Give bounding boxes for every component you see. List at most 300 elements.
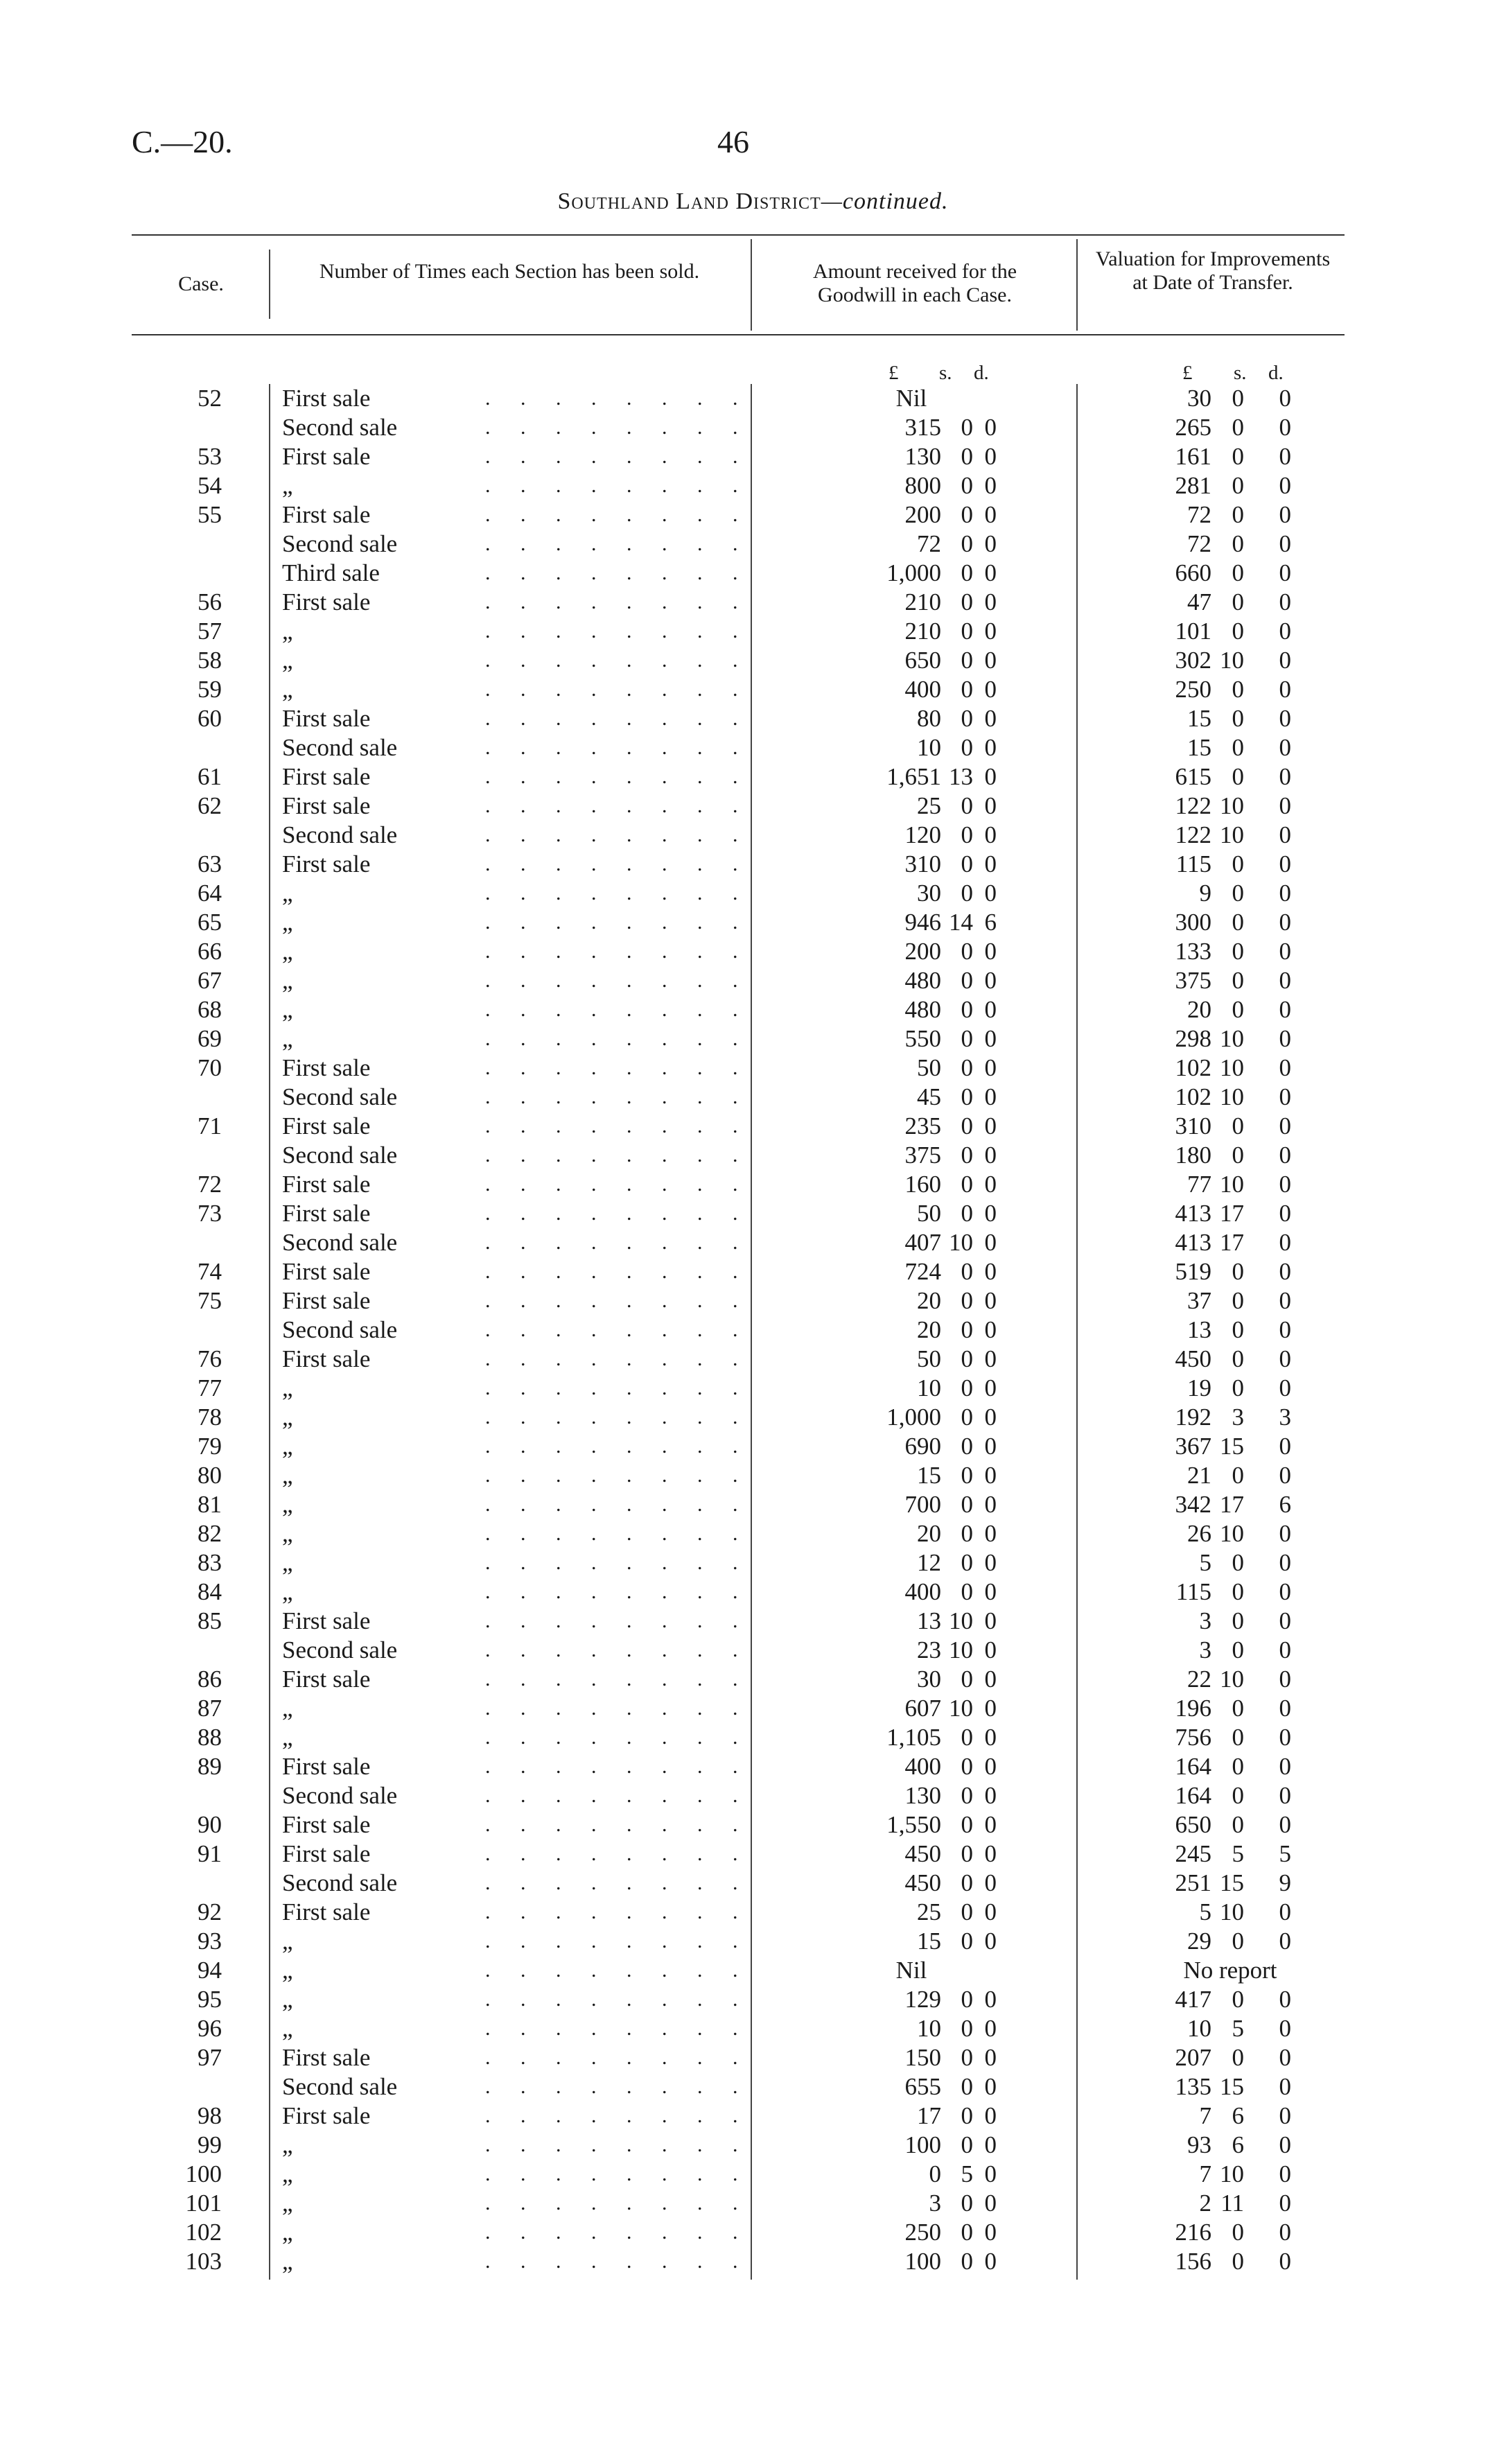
valuation-pounds: 115 bbox=[1175, 850, 1211, 877]
valuation-shillings: 0 bbox=[1232, 530, 1244, 557]
valuation-shillings: 0 bbox=[1232, 909, 1244, 936]
case-number: 84 bbox=[198, 1578, 222, 1605]
amount-pence: 0 bbox=[984, 1316, 997, 1343]
amount-pounds: 315 bbox=[904, 414, 941, 441]
valuation-pounds: 5 bbox=[1199, 1898, 1211, 1925]
leader-dots: . . . . . . . . bbox=[485, 736, 751, 759]
amount-shillings: 0 bbox=[961, 472, 973, 499]
table-row bbox=[0, 588, 1506, 617]
amount-pence: 0 bbox=[984, 2044, 997, 2071]
valuation-pounds: 413 bbox=[1175, 1200, 1211, 1227]
valuation-shillings: 3 bbox=[1232, 1404, 1244, 1431]
amount-shillings: 14 bbox=[949, 909, 973, 936]
amount-pounds: 1,105 bbox=[886, 1724, 941, 1751]
amount-shillings: 0 bbox=[961, 618, 973, 645]
table-row bbox=[0, 1956, 1506, 1985]
table-row bbox=[0, 1810, 1506, 1840]
valuation-pounds: 72 bbox=[1187, 501, 1211, 528]
amount-shillings: 0 bbox=[961, 1520, 973, 1547]
amount-shillings: 0 bbox=[961, 2219, 973, 2246]
valuation-shillings: 0 bbox=[1232, 1753, 1244, 1780]
valuation-shillings: 0 bbox=[1232, 996, 1244, 1023]
table-row bbox=[0, 733, 1506, 762]
amount-pounds: 10 bbox=[917, 2015, 941, 2042]
valuation-shillings: 0 bbox=[1232, 501, 1244, 528]
valuation-shillings: 0 bbox=[1232, 588, 1244, 615]
sale-label: Second sale bbox=[282, 1316, 398, 1343]
page-title bbox=[0, 189, 1506, 215]
sale-label: Third sale bbox=[282, 559, 380, 586]
leader-dots: . . . . . . . . bbox=[485, 1202, 751, 1225]
table-row bbox=[0, 2131, 1506, 2160]
amount-pounds: 1,000 bbox=[886, 1404, 941, 1431]
case-number: 77 bbox=[198, 1374, 222, 1401]
case-number: 78 bbox=[198, 1404, 222, 1431]
leader-dots: . . . . . . . . bbox=[485, 1289, 751, 1312]
table-row bbox=[0, 2043, 1506, 2072]
sale-label: First sale bbox=[282, 1287, 371, 1314]
valuation-shillings: 10 bbox=[1220, 1171, 1244, 1198]
valuation-pounds: 3 bbox=[1199, 1607, 1211, 1634]
leader-dots: . . . . . . . . bbox=[485, 1901, 751, 1923]
document-reference: C.—20. bbox=[132, 124, 233, 159]
amount-pence: 0 bbox=[984, 1724, 997, 1751]
valuation-shillings: 10 bbox=[1220, 792, 1244, 819]
valuation-pounds: 650 bbox=[1175, 1811, 1211, 1838]
valuation-shillings: 0 bbox=[1232, 1142, 1244, 1169]
valuation-pence: 0 bbox=[1279, 1636, 1291, 1663]
leader-dots: . . . . . . . . bbox=[485, 474, 751, 497]
valuation-pounds: 102 bbox=[1175, 1083, 1211, 1110]
amount-pence: 0 bbox=[984, 2160, 997, 2187]
table-row bbox=[0, 2218, 1506, 2247]
amount-pence: 0 bbox=[984, 1462, 997, 1489]
leader-dots: . . . . . . . . bbox=[485, 2046, 751, 2069]
sale-label: „ bbox=[282, 1928, 293, 1955]
valuation-pounds: 519 bbox=[1175, 1258, 1211, 1285]
leader-dots: . . . . . . . . bbox=[485, 561, 751, 584]
amount-pounds: 100 bbox=[904, 2131, 941, 2158]
amount-shillings: 0 bbox=[961, 996, 973, 1023]
amount-pounds: 0 bbox=[929, 2160, 941, 2187]
sale-label: „ bbox=[282, 1520, 293, 1547]
amount-pounds: 800 bbox=[904, 472, 941, 499]
amount-shillings: 0 bbox=[961, 705, 973, 732]
valuation-shillings: 0 bbox=[1232, 1462, 1244, 1489]
sale-label: „ bbox=[282, 1695, 293, 1722]
amount-shillings: 0 bbox=[961, 1025, 973, 1052]
leader-dots: . . . . . . . . bbox=[485, 591, 751, 613]
table-row bbox=[0, 908, 1506, 937]
leader-dots: . . . . . . . . bbox=[485, 2133, 751, 2156]
amount-pence: 0 bbox=[984, 588, 997, 615]
valuation-shillings: 10 bbox=[1220, 1898, 1244, 1925]
sale-label: „ bbox=[282, 1433, 293, 1460]
amount-shillings: 10 bbox=[949, 1695, 973, 1722]
amount-pence: 0 bbox=[984, 676, 997, 703]
leader-dots: . . . . . . . . bbox=[485, 1260, 751, 1283]
case-number: 86 bbox=[198, 1666, 222, 1693]
amount-shillings: 0 bbox=[961, 792, 973, 819]
valuation-pence: 0 bbox=[1279, 530, 1291, 557]
table-row bbox=[0, 2160, 1506, 2189]
amount-shillings: 0 bbox=[961, 1986, 973, 2013]
case-number: 79 bbox=[198, 1433, 222, 1460]
valuation-pence: 0 bbox=[1279, 588, 1291, 615]
amount-pence: 0 bbox=[984, 1171, 997, 1198]
amount-shillings: 0 bbox=[961, 850, 973, 877]
amount-pounds: 400 bbox=[904, 676, 941, 703]
leader-dots: . . . . . . . . bbox=[485, 969, 751, 992]
case-number: 53 bbox=[198, 443, 222, 470]
table-row bbox=[0, 966, 1506, 995]
case-number: 66 bbox=[198, 938, 222, 965]
amount-shillings: 10 bbox=[949, 1636, 973, 1663]
valuation-shillings: 0 bbox=[1232, 880, 1244, 907]
amount-shillings: 0 bbox=[961, 1491, 973, 1518]
valuation-shillings: 10 bbox=[1220, 1520, 1244, 1547]
amount-pounds: 17 bbox=[917, 2102, 941, 2129]
amount-pence: 0 bbox=[984, 2131, 997, 2158]
valuation-pence: 0 bbox=[1279, 1433, 1291, 1460]
amount-pence: 0 bbox=[984, 472, 997, 499]
amount-pence: 0 bbox=[984, 1840, 997, 1867]
sale-label: „ bbox=[282, 647, 293, 674]
sale-label: „ bbox=[282, 996, 293, 1023]
amount-pounds: 450 bbox=[904, 1840, 941, 1867]
table-row bbox=[0, 1665, 1506, 1694]
valuation-shillings: 0 bbox=[1232, 1316, 1244, 1343]
amount-pounds: 655 bbox=[904, 2073, 941, 2100]
amount-shillings: 0 bbox=[961, 734, 973, 761]
valuation-pence: 0 bbox=[1279, 472, 1291, 499]
sale-label: First sale bbox=[282, 1054, 371, 1081]
amount-shillings: 0 bbox=[961, 1869, 973, 1896]
sale-label: Second sale bbox=[282, 1869, 398, 1896]
valuation-pounds: 196 bbox=[1175, 1695, 1211, 1722]
valuation-pounds: 101 bbox=[1175, 618, 1211, 645]
valuation-pounds: 417 bbox=[1175, 1986, 1211, 2013]
sale-label: First sale bbox=[282, 1607, 371, 1634]
table-row bbox=[0, 1840, 1506, 1869]
table-row bbox=[0, 1752, 1506, 1781]
case-number: 93 bbox=[198, 1928, 222, 1955]
amount-pence: 0 bbox=[984, 530, 997, 557]
amount-shillings: 0 bbox=[961, 938, 973, 965]
table-row bbox=[0, 1316, 1506, 1345]
amount-pence: 0 bbox=[984, 1345, 997, 1372]
table-row bbox=[0, 1578, 1506, 1607]
valuation-pence: 0 bbox=[1279, 1316, 1291, 1343]
amount-pounds: 25 bbox=[917, 792, 941, 819]
valuation-pounds: 37 bbox=[1187, 1287, 1211, 1314]
sale-label: First sale bbox=[282, 1258, 371, 1285]
sale-label: „ bbox=[282, 938, 293, 965]
valuation-pounds: 2 bbox=[1199, 2190, 1211, 2217]
leader-dots: . . . . . . . . bbox=[485, 1406, 751, 1428]
sale-label: First sale bbox=[282, 501, 371, 528]
amount-shillings: 0 bbox=[961, 1811, 973, 1838]
sale-label: Second sale bbox=[282, 821, 398, 848]
table-row bbox=[0, 1723, 1506, 1752]
case-number: 72 bbox=[198, 1171, 222, 1198]
valuation-shillings: 0 bbox=[1232, 1287, 1244, 1314]
valuation-pence: 0 bbox=[1279, 1898, 1291, 1925]
valuation-pounds: 216 bbox=[1175, 2219, 1211, 2246]
table-row bbox=[0, 442, 1506, 471]
leader-dots: . . . . . . . . bbox=[485, 620, 751, 643]
valuation-pounds: 192 bbox=[1175, 1404, 1211, 1431]
valuation-pence: 0 bbox=[1279, 1666, 1291, 1693]
page-number: 46 bbox=[717, 124, 749, 159]
amount-pence: 0 bbox=[984, 1491, 997, 1518]
valuation-pounds: 615 bbox=[1175, 763, 1211, 790]
leader-dots: . . . . . . . . bbox=[485, 678, 751, 701]
amount-pence: 0 bbox=[984, 1520, 997, 1547]
valuation-pence: 0 bbox=[1279, 1054, 1291, 1081]
amount-pounds: 120 bbox=[904, 821, 941, 848]
leader-dots: . . . . . . . . bbox=[485, 1231, 751, 1254]
sale-label: First sale bbox=[282, 1200, 371, 1227]
case-number: 100 bbox=[185, 2160, 222, 2187]
valuation-pounds: 9 bbox=[1199, 880, 1211, 907]
table-row bbox=[0, 1985, 1506, 2014]
amount-pounds: 130 bbox=[904, 1782, 941, 1809]
valuation-pounds: 250 bbox=[1175, 676, 1211, 703]
amount-unit-shillings: s. bbox=[939, 362, 952, 384]
sale-label: First sale bbox=[282, 1112, 371, 1139]
amount-shillings: 0 bbox=[961, 530, 973, 557]
table-row bbox=[0, 792, 1506, 821]
valuation-shillings: 0 bbox=[1232, 472, 1244, 499]
sale-label: First sale bbox=[282, 443, 371, 470]
valuation-pounds: 77 bbox=[1187, 1171, 1211, 1198]
amount-pence: 0 bbox=[984, 1025, 997, 1052]
valuation-pounds: 20 bbox=[1187, 996, 1211, 1023]
sale-label: First sale bbox=[282, 385, 371, 412]
valuation-pence: 0 bbox=[1279, 880, 1291, 907]
valuation-shillings: 0 bbox=[1232, 1928, 1244, 1955]
valuation-pence: 0 bbox=[1279, 1986, 1291, 2013]
valuation-pence: 0 bbox=[1279, 705, 1291, 732]
table-row bbox=[0, 2072, 1506, 2102]
table-row bbox=[0, 1519, 1506, 1548]
valuation-shillings: 10 bbox=[1220, 647, 1244, 674]
sale-label: „ bbox=[282, 1724, 293, 1751]
amount-pounds: 946 bbox=[904, 909, 941, 936]
amount-pounds: 13 bbox=[917, 1607, 941, 1634]
valuation-shillings: 0 bbox=[1232, 938, 1244, 965]
case-number: 88 bbox=[198, 1724, 222, 1751]
table-row bbox=[0, 995, 1506, 1024]
table-top-rule bbox=[132, 234, 1345, 236]
leader-dots: . . . . . . . . bbox=[485, 1115, 751, 1137]
amount-pence: 0 bbox=[984, 1666, 997, 1693]
table-row bbox=[0, 1170, 1506, 1199]
amount-shillings: 0 bbox=[961, 2248, 973, 2275]
leader-dots: . . . . . . . . bbox=[485, 823, 751, 846]
table-row bbox=[0, 1024, 1506, 1054]
valuation-shillings: 0 bbox=[1232, 763, 1244, 790]
amount-pounds: 130 bbox=[904, 443, 941, 470]
amount-pounds: 20 bbox=[917, 1316, 941, 1343]
amount-pence: 0 bbox=[984, 792, 997, 819]
valuation-shillings: 10 bbox=[1220, 1666, 1244, 1693]
valuation-shillings: 10 bbox=[1220, 821, 1244, 848]
valuation-shillings: 17 bbox=[1220, 1491, 1244, 1518]
sale-label: Second sale bbox=[282, 1142, 398, 1169]
case-number: 65 bbox=[198, 909, 222, 936]
sale-label: „ bbox=[282, 1986, 293, 2013]
table-row bbox=[0, 762, 1506, 792]
amount-shillings: 0 bbox=[961, 2015, 973, 2042]
table-row bbox=[0, 1432, 1506, 1461]
sale-label: „ bbox=[282, 472, 293, 499]
sale-label: First sale bbox=[282, 705, 371, 732]
leader-dots: . . . . . . . . bbox=[485, 1027, 751, 1050]
leader-dots: . . . . . . . . bbox=[485, 503, 751, 526]
sale-label: Second sale bbox=[282, 2073, 398, 2100]
amount-pounds: 450 bbox=[904, 1869, 941, 1896]
valuation-pounds: 164 bbox=[1175, 1782, 1211, 1809]
amount-shillings: 0 bbox=[961, 1083, 973, 1110]
table-row bbox=[0, 1403, 1506, 1432]
amount-pounds: 1,651 bbox=[886, 763, 941, 790]
valuation-pounds: 251 bbox=[1175, 1869, 1211, 1896]
table-header-rule bbox=[132, 334, 1345, 335]
amount-shillings: 0 bbox=[961, 1287, 973, 1314]
table-row bbox=[0, 1228, 1506, 1257]
valuation-pence: 0 bbox=[1279, 618, 1291, 645]
valuation-pounds: 450 bbox=[1175, 1345, 1211, 1372]
sale-label: Second sale bbox=[282, 414, 398, 441]
amount-pence: 0 bbox=[984, 734, 997, 761]
amount-unit-pounds: £ bbox=[888, 362, 899, 384]
table-row bbox=[0, 937, 1506, 966]
sale-label: „ bbox=[282, 909, 293, 936]
valuation-pounds: 72 bbox=[1187, 530, 1211, 557]
leader-dots: . . . . . . . . bbox=[485, 998, 751, 1021]
valuation-pence: 0 bbox=[1279, 996, 1291, 1023]
valuation-shillings: 0 bbox=[1232, 1695, 1244, 1722]
valuation-pence: 0 bbox=[1279, 2160, 1291, 2187]
sale-label: „ bbox=[282, 1549, 293, 1576]
valuation-pence: 0 bbox=[1279, 1229, 1291, 1256]
valuation-unit-pounds: £ bbox=[1182, 362, 1193, 384]
sale-label: Second sale bbox=[282, 734, 398, 761]
amount-shillings: 0 bbox=[961, 1549, 973, 1576]
amount-pence: 0 bbox=[984, 1898, 997, 1925]
leader-dots: . . . . . . . . bbox=[485, 1056, 751, 1079]
amount-pence: 0 bbox=[984, 1811, 997, 1838]
valuation-pence: 0 bbox=[1279, 2015, 1291, 2042]
amount-shillings: 0 bbox=[961, 1404, 973, 1431]
valuation-pounds: 10 bbox=[1187, 2015, 1211, 2042]
case-number: 87 bbox=[198, 1695, 222, 1722]
column-divider-amount bbox=[1076, 239, 1078, 331]
case-number: 57 bbox=[198, 618, 222, 645]
table-row bbox=[0, 384, 1506, 413]
table-row bbox=[0, 530, 1506, 559]
leader-dots: . . . . . . . . bbox=[485, 1085, 751, 1108]
valuation-shillings: 17 bbox=[1220, 1200, 1244, 1227]
column-header-case: Case. bbox=[178, 272, 224, 295]
leader-dots: . . . . . . . . bbox=[485, 1580, 751, 1603]
valuation-pounds: 375 bbox=[1175, 967, 1211, 994]
table-row bbox=[0, 500, 1506, 530]
amount-shillings: 0 bbox=[961, 1054, 973, 1081]
valuation-pence: 0 bbox=[1279, 2102, 1291, 2129]
sale-label: First sale bbox=[282, 588, 371, 615]
amount-pence: 0 bbox=[984, 2102, 997, 2129]
valuation-pounds: 298 bbox=[1175, 1025, 1211, 1052]
leader-dots: . . . . . . . . bbox=[485, 1435, 751, 1458]
valuation-shillings: 0 bbox=[1232, 1811, 1244, 1838]
sale-label: „ bbox=[282, 1404, 293, 1431]
amount-shillings: 0 bbox=[961, 2131, 973, 2158]
amount-shillings: 0 bbox=[961, 414, 973, 441]
leader-dots: . . . . . . . . bbox=[485, 532, 751, 555]
amount-pounds: 3 bbox=[929, 2190, 941, 2217]
amount-shillings: 13 bbox=[949, 763, 973, 790]
case-number: 70 bbox=[198, 1054, 222, 1081]
valuation-pounds: 660 bbox=[1175, 559, 1211, 586]
valuation-pence: 0 bbox=[1279, 1753, 1291, 1780]
amount-pence: 0 bbox=[984, 850, 997, 877]
amount-pence: 0 bbox=[984, 1753, 997, 1780]
amount-pence: 0 bbox=[984, 1142, 997, 1169]
leader-dots: . . . . . . . . bbox=[485, 2104, 751, 2127]
valuation-pounds: 756 bbox=[1175, 1724, 1211, 1751]
amount-shillings: 0 bbox=[961, 501, 973, 528]
table-row bbox=[0, 2189, 1506, 2218]
amount-pounds: 160 bbox=[904, 1171, 941, 1198]
title-main: Southland Land District bbox=[557, 189, 821, 214]
valuation-shillings: 0 bbox=[1232, 1549, 1244, 1576]
amount-pounds: 10 bbox=[917, 1374, 941, 1401]
amount-pounds: 200 bbox=[904, 501, 941, 528]
sale-label: First sale bbox=[282, 792, 371, 819]
amount-pence: 0 bbox=[984, 1200, 997, 1227]
amount-pence: 0 bbox=[984, 1404, 997, 1431]
valuation-shillings: 0 bbox=[1232, 1374, 1244, 1401]
valuation-pence: 0 bbox=[1279, 1607, 1291, 1634]
sale-label: First sale bbox=[282, 763, 371, 790]
table-row bbox=[0, 1112, 1506, 1141]
case-number: 71 bbox=[198, 1112, 222, 1139]
case-number: 101 bbox=[185, 2190, 222, 2217]
case-number: 95 bbox=[198, 1986, 222, 2013]
sale-label: „ bbox=[282, 1578, 293, 1605]
valuation-pence: 0 bbox=[1279, 1462, 1291, 1489]
valuation-shillings: 0 bbox=[1232, 385, 1244, 412]
table-row bbox=[0, 1257, 1506, 1286]
table-row bbox=[0, 1636, 1506, 1665]
valuation-pence: 0 bbox=[1279, 1549, 1291, 1576]
amount-shillings: 0 bbox=[961, 1345, 973, 1372]
amount-pounds: 480 bbox=[904, 996, 941, 1023]
case-number: 68 bbox=[198, 996, 222, 1023]
amount-pounds: 45 bbox=[917, 1083, 941, 1110]
leader-dots: . . . . . . . . bbox=[485, 1842, 751, 1865]
case-number: 73 bbox=[198, 1200, 222, 1227]
amount-shillings: 0 bbox=[961, 821, 973, 848]
case-number: 102 bbox=[185, 2219, 222, 2246]
valuation-shillings: 0 bbox=[1232, 850, 1244, 877]
valuation-pence: 0 bbox=[1279, 1782, 1291, 1809]
valuation-pounds: 7 bbox=[1199, 2102, 1211, 2129]
table-row bbox=[0, 1374, 1506, 1403]
